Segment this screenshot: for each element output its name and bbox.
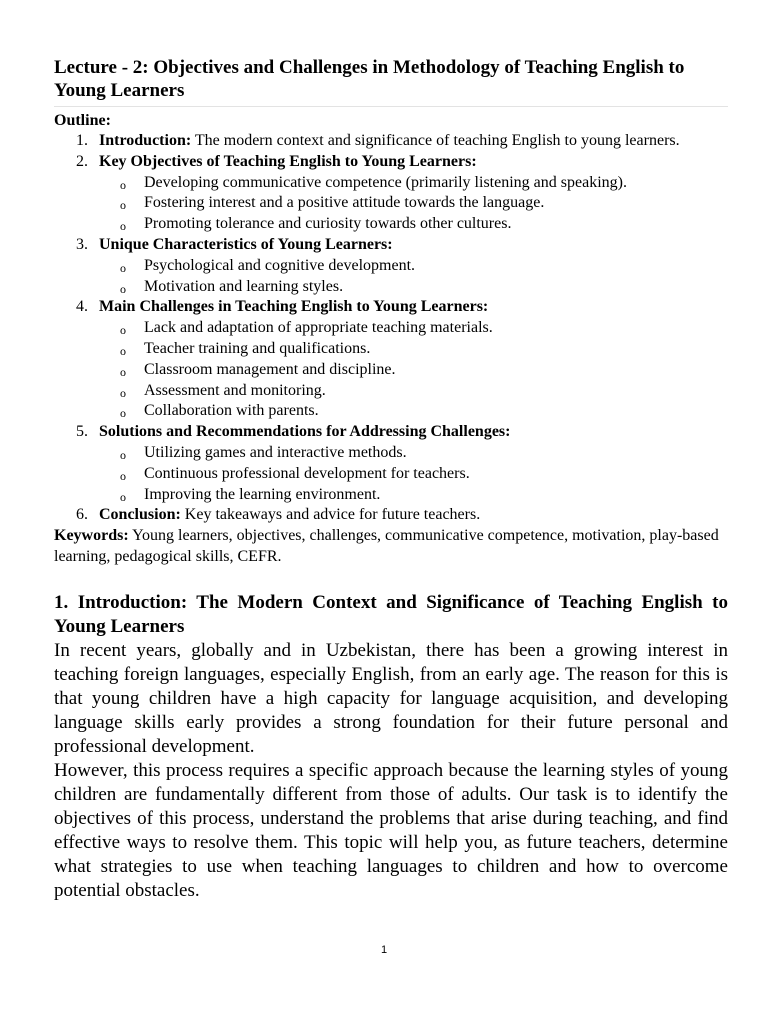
outline-item — [54, 152, 728, 235]
outline-label: Outline: — [54, 112, 111, 129]
outline-sublist — [99, 173, 728, 235]
outline-subitem: o Psychological and cognitive development. — [99, 256, 728, 277]
outline-item-number: 3. — [76, 235, 88, 253]
paragraph: However, this process requires a specific approach because the learning styles of young children are fundamentally different from those of adults. Our task is to identify the objectives of this process, understand the problems that arise during teaching, and find effective ways to resolve them. This topic will help you, as future teachers, determine what strategies to use when teaching languages to children and how to overcome potential obstacles. — [54, 759, 728, 901]
outline-item-heading: Conclusion: — [99, 506, 181, 524]
bullet-icon: o — [120, 323, 126, 338]
bullet-icon: o — [120, 447, 126, 462]
bullet-icon: o — [120, 198, 126, 213]
bullet-icon: o — [120, 260, 126, 275]
outline-item-heading: Solutions and Recommendations for Addressing Challenges: — [99, 423, 511, 441]
outline-item — [54, 131, 728, 152]
outline-item-heading: Unique Characteristics of Young Learners: — [99, 235, 393, 253]
outline-item-number: 1. — [76, 132, 88, 149]
keywords-label: Keywords: — [54, 527, 129, 545]
outline-subitem: o Motivation and learning styles. — [99, 277, 728, 298]
outline-subitem: o Assessment and monitoring. — [99, 381, 728, 402]
keywords-text: Young learners, objectives, challenges, communicative competence, motivation, play-based learning, pedagogical skills, CEFR. — [54, 527, 719, 565]
bullet-icon: o — [120, 385, 126, 400]
outline-sublist — [99, 443, 728, 505]
outline-item-number: 5. — [76, 423, 88, 441]
outline-item — [54, 297, 728, 422]
section-heading: 1. Introduction: The Modern Context and Significance of Teaching English to Young Learners — [54, 591, 728, 637]
bullet-icon: o — [120, 468, 126, 483]
bullet-icon: o — [120, 281, 126, 296]
outline-subitem: o Lack and adaptation of appropriate teaching materials. — [99, 318, 728, 339]
outline-item-number: 6. — [76, 506, 88, 524]
outline-item — [54, 505, 728, 526]
outline-subitem: o Utilizing games and interactive methods. — [99, 443, 728, 464]
outline-item-heading: Main Challenges in Teaching English to Young Learners: — [99, 298, 489, 316]
bullet-icon: o — [120, 177, 126, 192]
outline-list — [54, 131, 728, 526]
outline-item — [54, 422, 728, 505]
bullet-icon: o — [120, 489, 126, 504]
outline-subitem: o Teacher training and qualifications. — [99, 339, 728, 360]
page-number: 1 — [380, 944, 388, 956]
outline-subitem: o Continuous professional development for teachers. — [99, 464, 728, 485]
outline-subitem: o Promoting tolerance and curiosity towards other cultures. — [99, 214, 728, 235]
bullet-icon: o — [120, 343, 126, 358]
outline-item — [54, 235, 728, 297]
keywords — [54, 526, 728, 568]
outline-sublist — [99, 318, 728, 422]
document-page — [54, 56, 728, 903]
paragraph: In recent years, globally and in Uzbekistan, there has been a growing interest in teaching foreign languages, especially English, from an early age. The reason for this is that young children have a high capacity for language acquisition, and developing language skills early provides a strong foundation for their future personal and professional development. — [54, 639, 728, 757]
outline-subitem: o Improving the learning environment. — [99, 485, 728, 506]
outline-subitem: o Fostering interest and a positive attitude towards the language. — [99, 193, 728, 214]
outline-sublist — [99, 256, 728, 298]
outline-item-number: 2. — [76, 152, 88, 170]
outline-subitem: o Collaboration with parents. — [99, 401, 728, 422]
outline-item-text: Key takeaways and advice for future teachers. — [180, 506, 481, 524]
outline-item-number: 4. — [76, 298, 88, 316]
lecture-title: Lecture - 2: Objectives and Challenges in Methodology of Teaching English to Young Learners — [54, 56, 728, 107]
bullet-icon: o — [120, 219, 126, 234]
outline-item-heading: Introduction: — [99, 132, 192, 149]
outline-subitem: o Classroom management and discipline. — [99, 360, 728, 381]
outline-item-heading: Key Objectives of Teaching English to Young Learners: — [99, 152, 477, 170]
outline-subitem: o Developing communicative competence (primarily listening and speaking). — [99, 173, 728, 194]
outline-item-text: The modern context and significance of teaching English to young learners. — [191, 132, 680, 149]
bullet-icon: o — [120, 364, 126, 379]
bullet-icon: o — [120, 406, 126, 421]
